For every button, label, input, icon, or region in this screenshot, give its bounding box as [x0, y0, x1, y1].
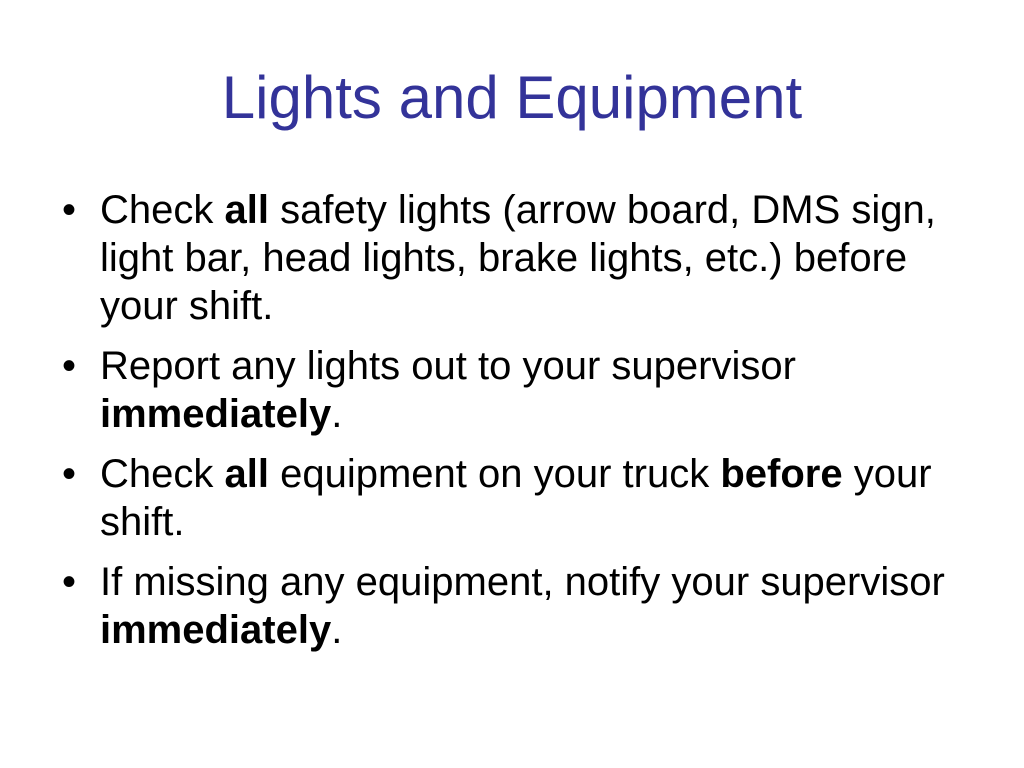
emphasis-text: before: [720, 452, 843, 496]
bullet-text: .: [331, 392, 343, 436]
emphasis-text: immediately: [100, 392, 332, 436]
bullet-item-check-safety-lights: [62, 186, 962, 330]
bullet-text: Check: [100, 188, 225, 232]
bullet-icon: •: [62, 560, 77, 604]
bullet-text: Report any lights out to your supervisor: [100, 344, 796, 388]
bullet-text: safety lights (arrow board, DMS sign, light bar, head lights, brake lights, etc.) before your shift.: [100, 188, 936, 328]
bullet-item-report-lights-out: [62, 342, 962, 438]
bullet-list: [62, 186, 962, 666]
bullet-item-missing-equipment: [62, 558, 962, 654]
slide-title: Lights and Equipment: [221, 64, 803, 131]
emphasis-text: all: [224, 188, 269, 232]
bullet-text: If missing any equipment, notify your supervisor: [100, 560, 945, 604]
bullet-text: equipment on your truck: [268, 452, 721, 496]
bullet-text: your shift.: [100, 452, 932, 544]
bullet-icon: •: [62, 188, 77, 232]
bullet-text: Check: [100, 452, 225, 496]
bullet-item-check-equipment: [62, 450, 962, 546]
bullet-icon: •: [62, 452, 77, 496]
bullet-text: .: [331, 608, 343, 652]
emphasis-text: all: [224, 452, 269, 496]
emphasis-text: immediately: [100, 608, 332, 652]
bullet-icon: •: [62, 344, 77, 388]
